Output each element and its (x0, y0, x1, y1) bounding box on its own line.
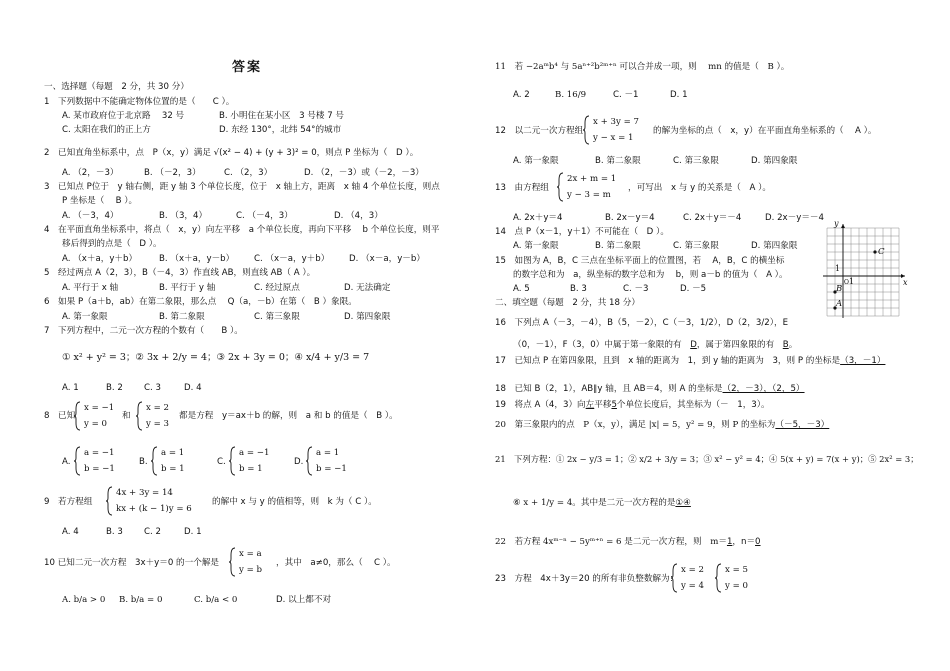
q13-option-a: A. 2x＋y＝4 (513, 213, 563, 223)
q1-option-d: D. 东经 130°，北纬 54°的城市 (219, 125, 342, 135)
q10-option-c: C. b/a < 0 (194, 595, 238, 605)
q20-stem: 20 第三象限内的点 P（x，y），满足 |x| = 5，y² = 9，则 P 的坐标为 (495, 420, 776, 430)
q10-option-b: B. b/a = 0 (119, 595, 163, 605)
q5-stem: 5 经过两点 A（2，3），B（－4，3）作直线 AB，则直线 AB（ A ）。 (44, 268, 316, 278)
q10-system-eq2: y = b (239, 565, 263, 575)
q13-system-eq2: y − 3 = m (567, 190, 611, 200)
q19-line (495, 400, 770, 411)
q12-option-a: A. 第一象限 (513, 156, 559, 166)
q22-pre: 22 若方程 4xᵐ⁻ⁿ − 5yᵐ⁺ⁿ = 6 是二元一次方程，则 m＝ (495, 537, 727, 547)
q22-answer-m: 1 (726, 537, 733, 547)
tick-label-x-1: 1 (849, 277, 855, 286)
q9-system-eq2: kx + (k − 1)y = 6 (116, 504, 192, 514)
q21-line2 (513, 498, 691, 509)
q4-option-d: D. （x－a，y－b） (349, 254, 425, 264)
q18-stem: 18 已知 B（2，1），AB∥y 轴，且 AB＝4，则 A 的坐标是 (495, 384, 723, 394)
q8-option-b-label: B. (139, 457, 148, 467)
q4-option-c: C. （x－a，y＋b） (254, 254, 330, 264)
q11-stem: 11 若 −2aᵐb⁴ 与 5aⁿ⁺²b²ᵐ⁺ⁿ 可以合并成一项，则 mn 的值是（ B ）。 (495, 62, 790, 72)
q8-option-d-eq2: b = −1 (316, 464, 347, 474)
q2-option-d: D. （2，－3）或（－2，－3） (304, 168, 424, 178)
q9-option-b: B. 3 (106, 527, 123, 537)
q6-option-c: C. 第三象限 (254, 312, 300, 322)
q7-option-a: A. 1 (62, 383, 79, 393)
q8-option-c-label: C. (217, 457, 226, 467)
q8-option-d-label: D. (294, 457, 304, 467)
q12-stem-post: 的解为坐标的点（ x，y）在平面直角坐标系的（ A ）。 (653, 126, 877, 136)
q13-option-c: C. 2x＋y＝－4 (683, 213, 742, 223)
q12-option-d: D. 第四象限 (751, 156, 798, 166)
q1-option-b: B. 小明住在某小区 3 号楼 7 号 (219, 111, 345, 121)
q3-stem-line2: P 坐标是（ B ）。 (62, 196, 138, 206)
q14-option-c: C. 第三象限 (673, 241, 719, 251)
q4-stem-line1: 4 在平面直角坐标系中，将点（ x，y）向左平移 a 个单位长度，再向下平移 b 个单位长度，则平 (44, 225, 440, 235)
q3-option-c: C. （－4，3） (236, 211, 293, 221)
q8-brace-2 (136, 401, 144, 431)
q11-option-a: A. 2 (513, 90, 530, 100)
q10-option-a: A. b/a > 0 (62, 595, 106, 605)
q9-brace (106, 486, 114, 516)
q15-option-a: A. 5 (513, 284, 530, 294)
q8-system1-eq2: y = 0 (84, 419, 107, 429)
q15-stem-line2: 的数字总和为 a，纵坐标的数字总和为 b，则 a－b 的值为（ A ）。 (513, 270, 788, 280)
q8-stem-pre: 8 已知 (44, 411, 76, 421)
section-fill-heading: 二、填空题（每题 2 分，共 18 分） (495, 298, 640, 308)
q9-stem-post: 的解中 x 与 y 的值相等，则 k 为（ C ）。 (212, 497, 377, 507)
q23-brace-1 (671, 563, 679, 593)
q22-mid: ，n＝ (732, 537, 756, 547)
point-label-b: B (836, 284, 843, 294)
q23-stem: 23 方程 4x＋3y＝20 的所有非负整数解为： (495, 574, 679, 584)
page-title: 答案 (232, 60, 263, 75)
coordinate-grid-figure (813, 219, 908, 330)
q2-option-c: C. （2，3） (224, 168, 273, 178)
q9-system-eq1: 4x + 3y = 14 (116, 488, 173, 498)
q19-mid: 平移 (594, 400, 612, 410)
q17-stem: 17 已知点 P 在第四象限，且到 x 轴的距离为 1，到 y 轴的距离为 3，则 P 的坐标是 (495, 356, 841, 366)
q7-option-b: B. 2 (106, 383, 123, 393)
q8-option-a-brace (74, 446, 82, 476)
q23-solution1-y: y = 4 (681, 581, 704, 591)
q19-answer-distance: 5 (611, 400, 617, 410)
q15-option-c: C. －3 (623, 284, 649, 294)
q15-stem-line1: 15 如图为 A，B，C 三点在坐标平面上的位置图，若 A，B，C 的横坐标 (495, 256, 785, 266)
q8-stem-and: 和 (122, 411, 131, 421)
tick-label-y-1: 1 (835, 264, 841, 273)
q1-option-c: C. 太阳在我们的正上方 (62, 125, 151, 135)
q3-stem-line1: 3 已知点 P位于 y 轴右侧，距 y 轴 3 个单位长度，位于 x 轴上方，距离 x 轴 4 个单位长度，则点 (44, 182, 440, 192)
q3-option-d: D. （4，3） (334, 211, 383, 221)
q8-option-b-eq2: b = 1 (161, 464, 185, 474)
origin-label: O (844, 279, 849, 286)
q10-option-d: D. 以上都不对 (276, 595, 332, 605)
q17-line (495, 356, 885, 367)
q8-system2-eq1: x = 2 (146, 403, 169, 413)
q5-option-d: D. 无法确定 (344, 283, 391, 293)
q15-option-b: B. 3 (570, 284, 587, 294)
q11-option-b: B. 16/9 (555, 90, 587, 100)
q23-solution1-x: x = 2 (681, 565, 704, 575)
q2-stem: 2 已知直角坐标系中，点 P（x，y）满足 √(x² − 4) + (y + 3)² = 0，则点 P 坐标为（ D ）。 (44, 148, 419, 158)
q20-answer: （－5，－3） (775, 420, 830, 430)
q10-system-eq1: x = a (239, 549, 262, 559)
q13-option-b: B. 2x－y＝4 (605, 213, 655, 223)
point-label-c: C (878, 247, 885, 257)
q19-answer-direction: 左 (585, 400, 595, 410)
q7-option-c: C. 3 (144, 383, 161, 393)
q21-answer: ①④ (675, 498, 691, 508)
q10-brace (229, 547, 237, 577)
q3-option-a: A. （－3，4） (62, 211, 119, 221)
left-column (44, 0, 464, 671)
q1-option-a: A. 某市政府位于北京路 32 号 (62, 111, 185, 121)
q8-option-d-brace (306, 446, 314, 476)
q12-system-eq1: x + 3y = 7 (593, 117, 639, 127)
q6-option-d: D. 第四象限 (344, 312, 391, 322)
q21-line2-pre: ⑥ x + 1/y = 4。其中是二元一次方程的是 (513, 498, 676, 508)
q9-option-a: A. 4 (62, 527, 79, 537)
q19-pre: 19 将点 A（4，3）向 (495, 400, 586, 410)
q12-option-c: C. 第三象限 (673, 156, 719, 166)
q1-stem: 1 下列数据中不能确定物体位置的是（ C ）。 (44, 97, 235, 107)
q15-option-d: D. －5 (680, 284, 707, 294)
y-axis-arrow-icon (841, 224, 845, 228)
q8-option-a-eq2: b = −1 (84, 464, 115, 474)
q14-option-b: B. 第二象限 (595, 241, 641, 251)
q10-stem-post: ，其中 a≠0，那么（ C ）。 (276, 558, 396, 568)
q9-stem-pre: 9 若方程组 (44, 497, 93, 507)
q13-brace (557, 172, 565, 202)
q5-option-a: A. 平行于 x 轴 (62, 283, 119, 293)
q6-stem: 6 如果 P（a＋b，ab）在第二象限，那么点 Q（a，－b）在第（ B ）象限。 (44, 297, 357, 307)
q16-line2-mid: ，属于第四象限的有 (696, 340, 783, 350)
q2-option-a: A. （2，－3） (62, 168, 119, 178)
q6-option-a: A. 第一象限 (62, 312, 108, 322)
q3-option-b: B. （3，4） (159, 211, 208, 221)
q13-stem-pre: 13 由方程组 (495, 183, 549, 193)
q8-system1-eq1: x = −1 (84, 403, 115, 413)
q16-answer-first-quadrant: D (690, 340, 697, 350)
q12-stem-pre: 12 以二元一次方程组 (495, 126, 584, 136)
q14-option-a: A. 第一象限 (513, 241, 559, 251)
q8-option-b-brace (151, 446, 159, 476)
q8-stem-post: 都是方程 y＝ax＋b 的解，则 a 和 b 的值是（ B ）。 (179, 411, 398, 421)
q19-post: 个单位长度后，其坐标为（－ 1，3）。 (616, 400, 770, 410)
q16-line2 (513, 340, 797, 351)
q13-stem-post: ，可写出 x 与 y 的关系是（ A ）。 (628, 183, 771, 193)
q22-answer-n: 0 (755, 537, 761, 547)
q23-solution2-y: y = 0 (725, 581, 748, 591)
q2-option-b: B. （－2，3） (144, 168, 201, 178)
q8-option-b-eq1: a = 1 (161, 448, 185, 458)
q8-option-a-label: A. (62, 457, 71, 467)
q7-equations: ① x² + y² = 3；② 3x + 2/y = 4；③ 2x + 3y = 0；④ x/4 + y/3 = 7 (62, 352, 370, 363)
x-axis-label: x (903, 278, 908, 287)
section-choice-heading: 一、选择题（每题 2 分，共 30 分） (44, 82, 189, 92)
point-c (873, 250, 876, 253)
q21-line1: 21 下列方程：① 2x − y/3 = 1；② x/2 + 3/y = 3；③ x² − y² = 4；④ 5(x + y) = 7(x + y)；⑤ 2x² = 3； (495, 454, 919, 464)
q13-system-eq1: 2x + m = 1 (567, 174, 617, 184)
q5-option-c: C. 经过原点 (254, 283, 300, 293)
q16-answer-fourth-quadrant: B (782, 340, 789, 350)
q23-solution2-x: x = 5 (725, 565, 748, 575)
q18-answer: （2，－3），（2，5） (722, 384, 805, 394)
q13-option-d: D. 2x－y＝－4 (765, 213, 824, 223)
q14-stem: 14 点 P（x－1，y＋1）不可能在（ D ）。 (495, 227, 669, 237)
q7-stem: 7 下列方程中，二元一次方程的个数有（ B ）。 (44, 326, 243, 336)
q12-option-b: B. 第二象限 (595, 156, 641, 166)
q8-system2-eq2: y = 3 (146, 419, 169, 429)
q12-system-eq2: y − x = 1 (593, 133, 634, 143)
q8-option-d-eq1: a = 1 (316, 448, 340, 458)
q16-line2-pre: （0，－1），F（3，0）中属于第一象限的有 (513, 340, 691, 350)
q23-brace-2 (715, 563, 723, 593)
q14-option-d: D. 第四象限 (751, 241, 798, 251)
q4-option-a: A. （x＋a，y＋b） (62, 254, 138, 264)
point-label-a: A (836, 299, 843, 309)
q8-option-c-eq1: a = −1 (239, 448, 270, 458)
q17-answer: （3，－1） (840, 356, 886, 366)
q4-option-b: B. （x＋a，y－b） (159, 254, 235, 264)
y-axis-label: y (834, 219, 839, 228)
q9-option-c: C. 2 (144, 527, 161, 537)
q6-option-b: B. 第二象限 (159, 312, 205, 322)
q20-line (495, 420, 829, 431)
q5-option-b: B. 平行于 y 轴 (159, 283, 216, 293)
right-column (495, 0, 925, 671)
q7-option-d: D. 4 (184, 383, 202, 393)
q22-line (495, 537, 761, 548)
q18-line (495, 384, 805, 395)
q9-option-d: D. 1 (184, 527, 202, 537)
q8-brace-1 (74, 401, 82, 431)
q16-line1: 16 下列点 A（－3，－4），B（5，－2），C（－3，1/2），D（2，3/2），E (495, 318, 789, 328)
q11-option-d: D. 1 (670, 90, 688, 100)
q8-option-c-brace (229, 446, 237, 476)
q10-stem-pre: 10 已知二元一次方程 3x＋y＝0 的一个解是 (44, 558, 220, 568)
q12-brace (583, 115, 591, 145)
q11-option-c: C. －1 (613, 90, 639, 100)
q16-line2-post: 。 (788, 340, 798, 350)
q4-stem-line2: 移后得到的点是（ D ）。 (62, 239, 162, 249)
q8-option-c-eq2: b = 1 (239, 464, 263, 474)
q8-option-a-eq1: a = −1 (84, 448, 115, 458)
